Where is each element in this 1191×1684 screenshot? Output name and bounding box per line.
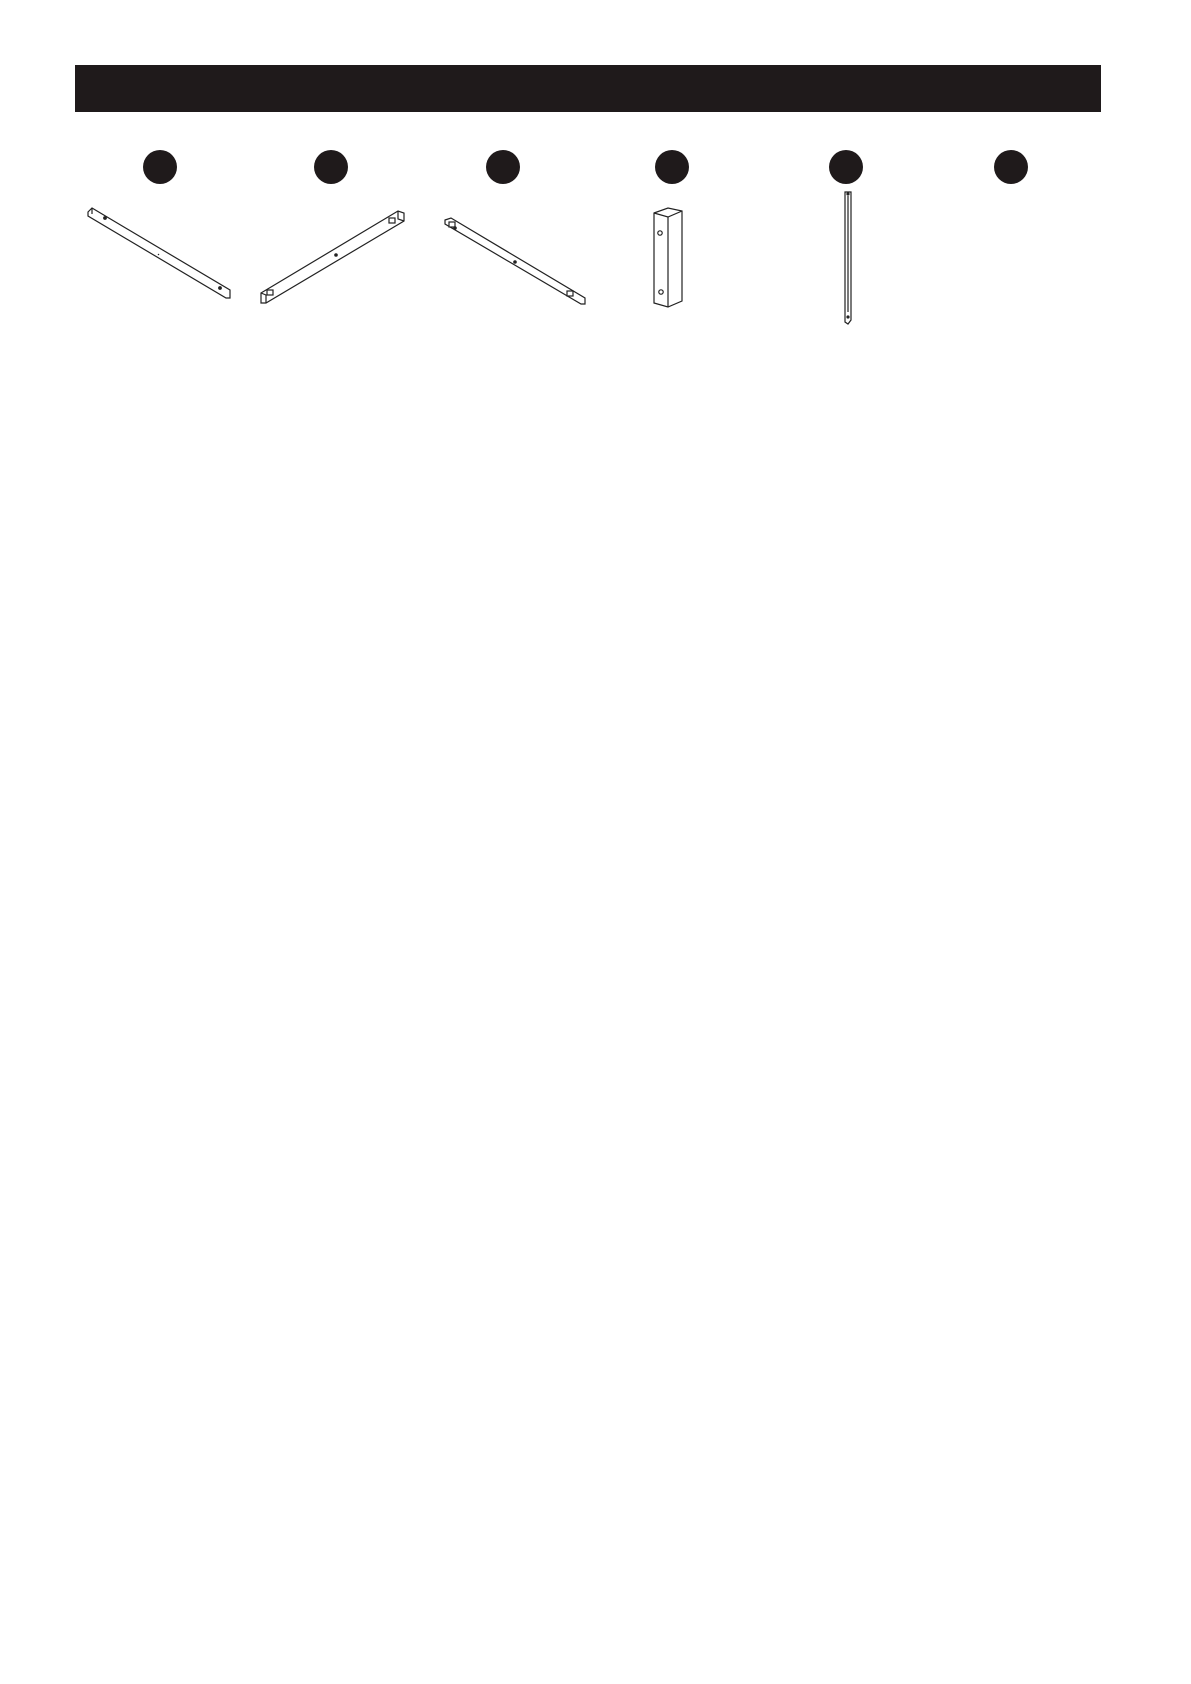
part-1-rail-drawing	[80, 200, 240, 310]
part-badge-3	[486, 150, 520, 184]
part-3-rail-drawing	[443, 212, 593, 312]
part-5-post-drawing	[836, 190, 862, 330]
part-badge-6	[994, 150, 1028, 184]
panels-header-bar	[75, 65, 1101, 112]
part-badge-2	[314, 150, 348, 184]
part-badge-4	[655, 150, 689, 184]
part-2-slotted-rail-drawing	[258, 205, 408, 310]
part-badge-1	[143, 150, 177, 184]
part-badge-5	[829, 150, 863, 184]
part-4-block-drawing	[648, 205, 688, 315]
